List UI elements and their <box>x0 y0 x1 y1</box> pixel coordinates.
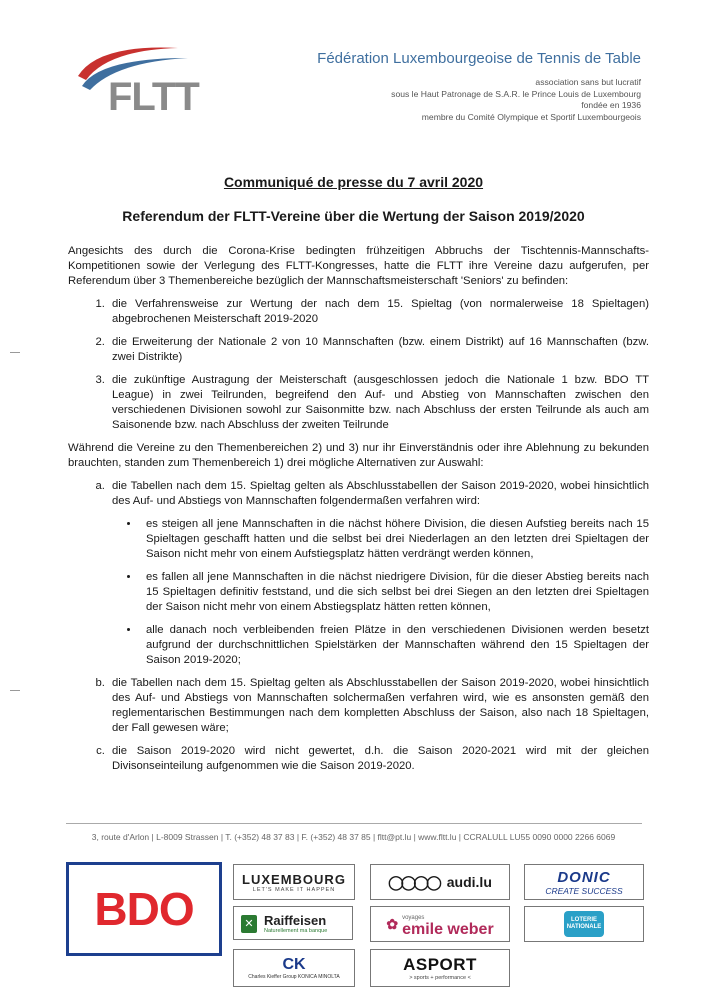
header-info <box>317 50 641 123</box>
sponsor-bdo <box>66 862 222 956</box>
bullet-item: • es fallen all jene Mannschaften in die nächst niedrigere Division, für die dieser Abstieg bereits nach 15 Spieltagen definitiv feststand, und die sich selbst bei drei Siegen an den letzten drei Spieltagen der Saison nicht mehr von einem Abstiegsplatz hätten retten können, <box>140 570 649 615</box>
org-name: Fédération Luxembourgeoise de Tennis de Table <box>317 50 641 67</box>
weber-wordmark <box>402 912 494 936</box>
org-sub-line: fondée en 1936 <box>581 100 641 110</box>
sponsor-asport <box>370 949 510 987</box>
ck-logo-text: CK <box>282 956 306 973</box>
sponsor-loterie <box>524 906 644 942</box>
audi-logo-text: audi.lu <box>446 874 492 890</box>
bullet-item: • alle danach noch verbleibenden freien Plätze in den verschiedenen Divisionen werden besetzt aufgrund der durchschnittlichen Spielstärken der Mannschaften während den 15 Spieltagen der Saison 2019-2020; <box>140 623 649 668</box>
donic-logo-text: DONIC <box>557 868 611 886</box>
audi-rings-icon: ◯◯◯◯ <box>388 873 439 890</box>
footer-divider <box>66 823 642 824</box>
intro-paragraph: Angesichts des durch die Corona-Krise bedingten frühzeitigen Abbruchs der Tischtennis-Mannschafts-Kompetitionen sowie der Verlegung des FLTT-Kongresses, hatte die FLTT ihre Vereine dazu aufgerufen, per Referendum über 3 Themenbereiche bezüglich der Mannschaftsmeisterschaft 'Seniors' zu befinden: <box>68 245 649 287</box>
logo-text: FLTT <box>108 75 199 116</box>
raif-tagline: Naturellement ma banque <box>264 927 328 934</box>
org-sub-line: association sans but lucratif <box>535 77 641 87</box>
theme-item: 1. die Verfahrensweise zur Wertung der nach dem 15. Spieltag (von normalerweise 18 Spieltagen) abgebrochenen Meisterschaft 2019-2020 <box>108 297 649 327</box>
margin-mark <box>10 352 20 353</box>
margin-mark <box>10 690 20 691</box>
raif-logo-text: Raiffeisen <box>264 912 327 928</box>
lux-logo-text: LUXEMBOURG <box>242 871 346 887</box>
weber-icon: ✿ <box>386 915 399 932</box>
sponsor-luxembourg <box>233 864 355 900</box>
bdo-logo-text: BDO <box>94 883 194 935</box>
donic-tagline: CREATE SUCCESS <box>545 885 623 896</box>
lux-tagline: LET'S MAKE IT HAPPEN <box>252 886 336 893</box>
bullet-item: • es steigen all jene Mannschaften in die nächst höhere Division, die diesen Aufstieg bereits nach 15 Spieltagen geschafft hatten und die selbst bei drei Niederlagen an den letzten drei Spieltagen der Saison nicht mehr von einem Aufstiegsplatz hätten verdrängt werden können, <box>140 517 649 562</box>
fltt-logo <box>68 36 218 116</box>
asport-logo-text: ASPORT <box>403 955 477 974</box>
ck-tagline: Charles Kieffer Group KONICA MINOLTA <box>248 974 340 980</box>
alternative-a-text: die Tabellen nach dem 15. Spieltag gelten als Abschlusstabellen der Saison 2019-2020, wobei hinsichtlich des Auf- und Abstiegs von Mannschaften folgendermaßen verfahren wird: <box>112 480 649 507</box>
document-body <box>68 244 649 782</box>
theme-item: 2. die Erweiterung der Nationale 2 von 10 Mannschaften (bzw. einem Distrikt) auf 16 Mannschaften (bzw. zwei Distrikte) <box>108 335 649 365</box>
alternative-a-bullets <box>112 517 649 668</box>
sponsor-ck <box>233 949 355 987</box>
weber-logo-text: emile weber <box>402 921 494 938</box>
document-title: Communiqué de presse du 7 avril 2020 <box>223 174 484 190</box>
sponsor-audi <box>370 864 510 900</box>
sponsor-emile-weber <box>370 906 510 942</box>
alternative-a <box>108 479 649 668</box>
weber-pre: voyages <box>402 915 425 921</box>
alternative-c: c. die Saison 2019-2020 wird nicht gewertet, d.h. die Saison 2020-2021 wird mit der gleichen Divisonseinteilung aufgenommen wie die Saison 2019-2020. <box>108 744 649 774</box>
raiffeisen-icon: ✕ <box>241 915 257 933</box>
asport-tagline: > sports + performance < <box>409 975 471 981</box>
alternative-b: b. die Tabellen nach dem 15. Spieltag gelten als Abschlusstabellen der Saison 2019-2020, wobei hinsichtlich des Auf- und Abstiegs von Mannschaften solchermaßen verfahren wird, wie es ansonsten gemäß den reglementarischen Bestimmungen nach dem kompletten Abschluss der Saison, also nach 18 Spieltagen, der Fall gewesen wäre; <box>108 676 649 736</box>
alternatives-list <box>68 479 649 774</box>
document-subtitle: Referendum der FLTT-Vereine über die Wertung der Saison 2019/2020 <box>122 208 585 224</box>
sponsor-donic <box>524 864 644 900</box>
org-subtitle <box>317 77 641 123</box>
sponsor-raiffeisen <box>233 906 353 940</box>
loterie-badge: LOTERIE NATIONALE <box>564 911 604 937</box>
org-sub-line: sous le Haut Patronage de S.A.R. le Prince Louis de Luxembourg <box>391 88 641 99</box>
theme-item: 3. die zukünftige Austragung der Meisterschaft (ausgeschlossen jedoch die Nationale 1 bzw. BDO TT League) in zwei Teilrunden, begreifend den Auf- und Abstieg von Mannschaften zwischen den verschiedenen Divisionen sowohl zur Saisonmitte bzw. nach Abschluss der ersten Teilrunde als auch am Saisonende bzw. nach Abschluss der zweiten Teilrunde <box>108 373 649 433</box>
footer-address: 3, route d'Arlon | L-8009 Strassen | T. (+352) 48 37 83 | F. (+352) 48 37 85 | fltt@pt.lu | www.fltt.lu | CCRALULL LU55 0090 0000 2266 6069 <box>91 832 616 842</box>
middle-paragraph: Während die Vereine zu den Themenbereichen 2) und 3) nur ihr Einverständnis oder ihre Ablehnung zu bekunden brauchten, standen zum Themenbereich 1) drei mögliche Alternativen zur Auswahl: <box>68 442 649 469</box>
org-sub-line: membre du Comité Olympique et Sportif Luxembourgeois <box>421 111 641 122</box>
themes-list <box>68 297 649 433</box>
